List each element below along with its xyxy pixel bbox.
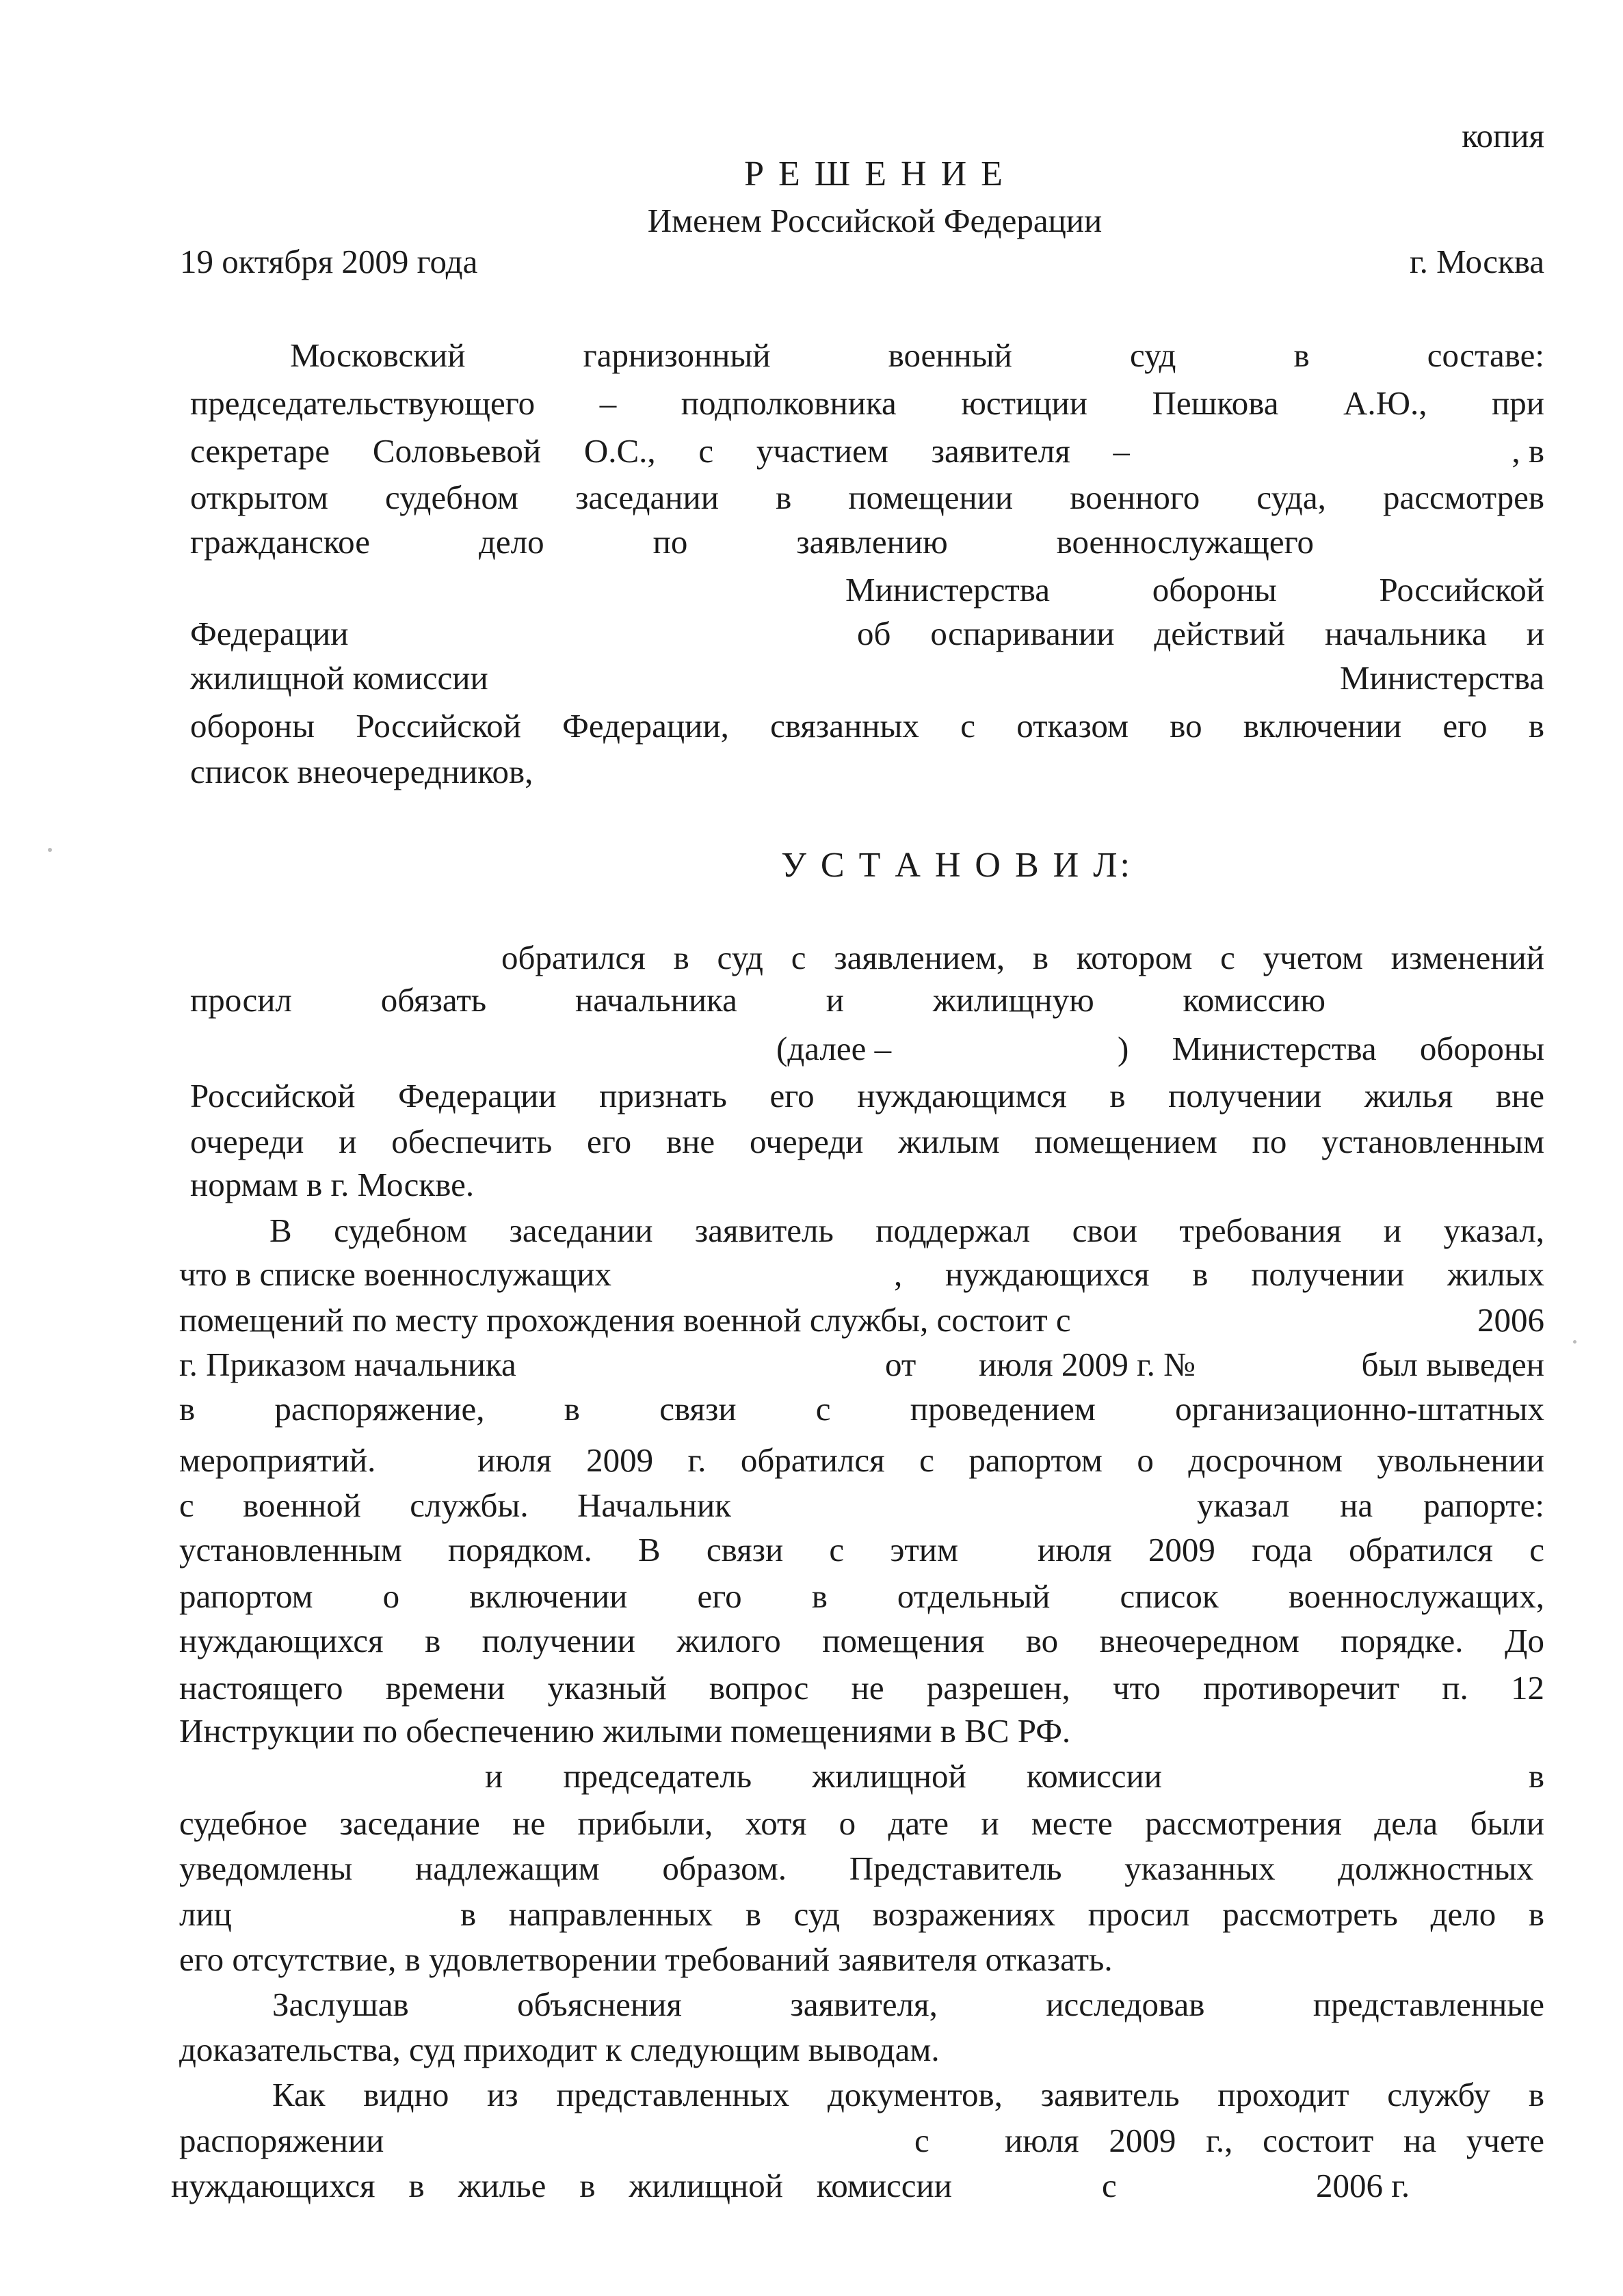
text-line: с военной службы. Начальник [179,1486,731,1524]
text-line: нормам в г. Москве. [190,1166,475,1203]
copy-mark: копия [1462,117,1544,155]
text-line: нуждающихся в получении жилого помещения во внеочередном порядке. До [179,1622,1544,1659]
text-line: с [914,2122,929,2159]
text-line: был выведен [1361,1346,1544,1383]
text-line: , в [1512,432,1544,470]
text-line: 2006 г. [1316,2167,1410,2204]
text-line: установленным порядком. В связи с этим [179,1531,958,1569]
text-line: июля 2009 г. № [979,1346,1196,1383]
text-line: в направленных в суд возражениях просил рассмотреть дело в [460,1895,1544,1933]
text-line: судебное заседание не прибыли, хотя о дате и месте рассмотрения дела были [179,1804,1544,1842]
text-line: , нуждающихся в получении жилых [894,1255,1544,1293]
text-line: просил обязать начальника и жилищную комиссию [190,981,1325,1019]
text-line: июля 2009 г. обратился с рапортом о досрочном увольнении [477,1441,1544,1479]
text-line: обратился в суд с заявлением, в котором с учетом изменений [501,939,1544,976]
text-line: Российской Федерации признать его нуждающимся в получении жилья вне [190,1077,1544,1114]
text-line: Министерства обороны Российской [845,571,1544,609]
text-line: В судебном заседании заявитель поддержал свои требования и указал, [269,1212,1544,1249]
text-line: настоящего времени указный вопрос не разрешен, что противоречит п. 12 [179,1669,1544,1707]
text-line: распоряжении [179,2122,384,2159]
text-line: ) Министерства обороны [1118,1030,1544,1067]
text-line: в [1528,1757,1544,1795]
text-line: открытом судебном заседании в помещении военного суда, рассмотрев [190,479,1544,516]
text-line: указал на рапорте: [1197,1486,1544,1524]
section-title: У С Т А Н О В И Л: [781,846,1133,885]
text-line: г. Приказом начальника [179,1346,516,1383]
scan-speck [1573,1340,1576,1344]
text-line: Как видно из представленных документов, заявитель проходит службу в [272,2076,1544,2113]
text-line: Федерации [190,615,349,652]
text-line: гражданское дело по заявлению военнослужащего [190,523,1314,561]
text-line: июля 2009 г., состоит на учете [1005,2122,1544,2159]
text-line: секретаре Соловьевой О.С., с участием заявителя – [190,432,1130,470]
text-line: от [885,1346,916,1383]
text-line: помещений по месту прохождения военной службы, состоит с [179,1301,1071,1339]
document-subtitle: Именем Российской Федерации [647,202,1103,239]
text-line: его отсутствие, в удовлетворении требований заявителя отказать. [179,1940,1113,1978]
scan-speck [48,848,52,852]
text-line: рапортом о включении его в отдельный список военнослужащих, [179,1577,1544,1615]
text-line: Инструкции по обеспечению жилыми помещениями в ВС РФ. [179,1712,1071,1750]
text-line: 2006 [1477,1301,1544,1339]
text-line: список внеочередников, [190,753,533,790]
text-line: мероприятий. [179,1441,376,1479]
text-line: лиц [179,1895,232,1933]
text-line: в распоряжение, в связи с проведением организационно-штатных [179,1390,1544,1428]
text-line: жилищной комиссии [190,659,488,697]
text-line: об оспаривании действий начальника и [857,615,1544,652]
text-line: (далее – [776,1030,892,1067]
text-line: Министерства [1339,659,1544,697]
text-line: июля 2009 года обратился с [1038,1531,1544,1569]
text-line: доказательства, суд приходит к следующим выводам. [179,2031,940,2068]
text-line: уведомлены надлежащим образом. Представитель указанных должностных [179,1850,1533,1887]
text-line: Московский гарнизонный военный суд в составе: [290,336,1544,374]
text-line: с [1102,2167,1117,2204]
document-city: г. Москва [1410,243,1544,280]
text-line: обороны Российской Федерации, связанных с отказом во включении его в [190,707,1544,745]
text-line: председательствующего – подполковника юстиции Пешкова А.Ю., при [190,384,1544,422]
text-line: очереди и обеспечить его вне очереди жилым помещением по установленным [190,1123,1544,1160]
text-line: и председатель жилищной комиссии [485,1757,1162,1795]
text-line: Заслушав объяснения заявителя, исследовав представленные [272,1986,1544,2023]
document-title: Р Е Ш Е Н И Е [744,155,1005,193]
document-date: 19 октября 2009 года [180,243,478,280]
text-line: что в списке военнослужащих [179,1255,611,1293]
text-line: нуждающихся в жилье в жилищной комиссии [171,2167,952,2204]
